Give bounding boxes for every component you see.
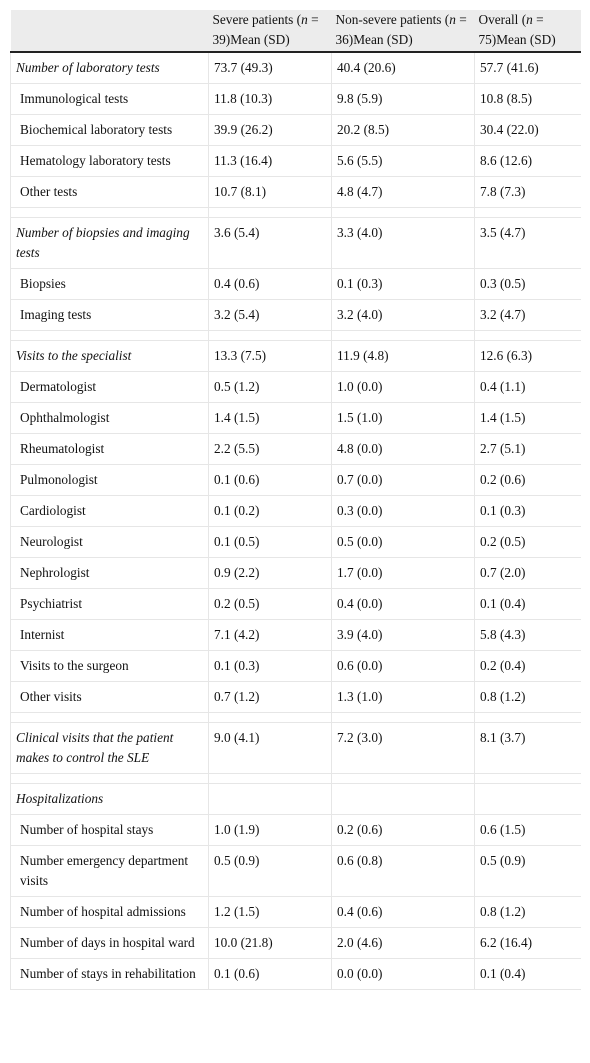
overall-value: 0.1 (0.4)	[475, 959, 581, 990]
table-body	[11, 52, 581, 990]
nonsevere-value: 3.2 (4.0)	[332, 300, 475, 331]
nonsevere-value: 40.4 (20.6)	[332, 52, 475, 84]
row-label: Visits to the surgeon	[11, 651, 209, 682]
nonsevere-value: 0.5 (0.0)	[332, 527, 475, 558]
table-row	[11, 589, 581, 620]
row-label: Number of hospital admissions	[11, 897, 209, 928]
spacer-cell	[475, 713, 581, 723]
nonsevere-value: 3.3 (4.0)	[332, 218, 475, 269]
header-empty-cell	[11, 10, 209, 52]
table-row	[11, 496, 581, 527]
overall-value: 0.4 (1.1)	[475, 372, 581, 403]
overall-value: 6.2 (16.4)	[475, 928, 581, 959]
overall-value: 0.3 (0.5)	[475, 269, 581, 300]
spacer-cell	[209, 331, 332, 341]
overall-value: 8.1 (3.7)	[475, 723, 581, 774]
nonsevere-value: 2.0 (4.6)	[332, 928, 475, 959]
header-nonsevere-n: n	[449, 12, 456, 27]
nonsevere-value: 0.4 (0.0)	[332, 589, 475, 620]
nonsevere-value: 0.2 (0.6)	[332, 815, 475, 846]
row-label: Biochemical laboratory tests	[11, 115, 209, 146]
row-label: Biopsies	[11, 269, 209, 300]
table-row	[11, 84, 581, 115]
header-overall-text-b: = 75)Mean (SD)	[478, 12, 556, 47]
header-severe-n: n	[301, 12, 308, 27]
spacer-row	[11, 774, 581, 784]
severe-value: 0.1 (0.3)	[209, 651, 332, 682]
severe-value: 1.0 (1.9)	[209, 815, 332, 846]
overall-value: 10.8 (8.5)	[475, 84, 581, 115]
table-row	[11, 403, 581, 434]
resource-use-table	[10, 10, 581, 990]
overall-value: 3.2 (4.7)	[475, 300, 581, 331]
severe-value: 0.4 (0.6)	[209, 269, 332, 300]
row-label: Internist	[11, 620, 209, 651]
severe-value: 0.1 (0.2)	[209, 496, 332, 527]
overall-value: 30.4 (22.0)	[475, 115, 581, 146]
row-label: Rheumatologist	[11, 434, 209, 465]
severe-value: 11.3 (16.4)	[209, 146, 332, 177]
row-label: Cardiologist	[11, 496, 209, 527]
severe-value: 3.6 (5.4)	[209, 218, 332, 269]
row-label: Immunological tests	[11, 84, 209, 115]
severe-value: 1.4 (1.5)	[209, 403, 332, 434]
overall-value	[475, 784, 581, 815]
section-row	[11, 52, 581, 84]
row-label: Clinical visits that the patient makes to control the SLE	[11, 723, 209, 774]
section-row	[11, 784, 581, 815]
row-label: Nephrologist	[11, 558, 209, 589]
spacer-cell	[332, 774, 475, 784]
severe-value: 0.5 (0.9)	[209, 846, 332, 897]
row-label: Number of stays in rehabilitation	[11, 959, 209, 990]
spacer-cell	[11, 774, 209, 784]
severe-value: 10.7 (8.1)	[209, 177, 332, 208]
overall-value: 3.5 (4.7)	[475, 218, 581, 269]
nonsevere-value: 3.9 (4.0)	[332, 620, 475, 651]
nonsevere-value: 5.6 (5.5)	[332, 146, 475, 177]
overall-value: 0.5 (0.9)	[475, 846, 581, 897]
spacer-cell	[332, 331, 475, 341]
nonsevere-value: 0.3 (0.0)	[332, 496, 475, 527]
nonsevere-value: 0.6 (0.8)	[332, 846, 475, 897]
nonsevere-value: 0.7 (0.0)	[332, 465, 475, 496]
row-label: Dermatologist	[11, 372, 209, 403]
table-row	[11, 558, 581, 589]
spacer-row	[11, 208, 581, 218]
overall-value: 0.7 (2.0)	[475, 558, 581, 589]
nonsevere-value: 0.1 (0.3)	[332, 269, 475, 300]
nonsevere-value: 9.8 (5.9)	[332, 84, 475, 115]
row-label: Number of laboratory tests	[11, 52, 209, 84]
header-overall-n: n	[526, 12, 533, 27]
row-label: Pulmonologist	[11, 465, 209, 496]
severe-value: 10.0 (21.8)	[209, 928, 332, 959]
section-row	[11, 218, 581, 269]
nonsevere-value: 1.7 (0.0)	[332, 558, 475, 589]
overall-value: 5.8 (4.3)	[475, 620, 581, 651]
table-row	[11, 959, 581, 990]
table-row	[11, 146, 581, 177]
header-nonsevere	[332, 10, 475, 52]
spacer-cell	[209, 208, 332, 218]
severe-value: 0.1 (0.5)	[209, 527, 332, 558]
spacer-cell	[11, 208, 209, 218]
severe-value: 0.7 (1.2)	[209, 682, 332, 713]
severe-value: 0.1 (0.6)	[209, 959, 332, 990]
table-row	[11, 269, 581, 300]
table-header	[11, 10, 581, 52]
overall-value: 57.7 (41.6)	[475, 52, 581, 84]
nonsevere-value: 4.8 (4.7)	[332, 177, 475, 208]
severe-value: 73.7 (49.3)	[209, 52, 332, 84]
overall-value: 0.2 (0.5)	[475, 527, 581, 558]
spacer-cell	[11, 713, 209, 723]
spacer-cell	[332, 208, 475, 218]
severe-value: 11.8 (10.3)	[209, 84, 332, 115]
spacer-row	[11, 713, 581, 723]
row-label: Number emergency department visits	[11, 846, 209, 897]
header-row	[11, 10, 581, 52]
header-severe-text-a: Severe patients (	[212, 12, 302, 27]
header-nonsevere-text-a: Non-severe patients (	[335, 12, 450, 27]
table-row	[11, 897, 581, 928]
severe-value: 0.9 (2.2)	[209, 558, 332, 589]
header-overall	[475, 10, 581, 52]
row-label: Other tests	[11, 177, 209, 208]
overall-value: 0.1 (0.4)	[475, 589, 581, 620]
spacer-cell	[475, 331, 581, 341]
overall-value: 0.2 (0.6)	[475, 465, 581, 496]
table-container	[10, 10, 580, 990]
header-severe-text-b: = 39)Mean (SD)	[212, 12, 319, 47]
row-label: Number of days in hospital ward	[11, 928, 209, 959]
overall-value: 1.4 (1.5)	[475, 403, 581, 434]
nonsevere-value: 0.6 (0.0)	[332, 651, 475, 682]
table-row	[11, 815, 581, 846]
overall-value: 2.7 (5.1)	[475, 434, 581, 465]
row-label: Hematology laboratory tests	[11, 146, 209, 177]
severe-value: 39.9 (26.2)	[209, 115, 332, 146]
spacer-cell	[475, 208, 581, 218]
header-nonsevere-text-b: = 36)Mean (SD)	[335, 12, 467, 47]
table-row	[11, 651, 581, 682]
severe-value: 0.5 (1.2)	[209, 372, 332, 403]
table-row	[11, 465, 581, 496]
overall-value: 0.1 (0.3)	[475, 496, 581, 527]
severe-value: 7.1 (4.2)	[209, 620, 332, 651]
severe-value: 3.2 (5.4)	[209, 300, 332, 331]
nonsevere-value: 0.4 (0.6)	[332, 897, 475, 928]
overall-value: 0.8 (1.2)	[475, 897, 581, 928]
overall-value: 0.6 (1.5)	[475, 815, 581, 846]
table-row	[11, 928, 581, 959]
header-overall-text-a: Overall (	[478, 12, 527, 27]
overall-value: 0.8 (1.2)	[475, 682, 581, 713]
nonsevere-value: 4.8 (0.0)	[332, 434, 475, 465]
nonsevere-value: 20.2 (8.5)	[332, 115, 475, 146]
table-row	[11, 300, 581, 331]
table-row	[11, 115, 581, 146]
spacer-row	[11, 331, 581, 341]
spacer-cell	[209, 774, 332, 784]
table-row	[11, 434, 581, 465]
row-label: Other visits	[11, 682, 209, 713]
row-label: Number of biopsies and imaging tests	[11, 218, 209, 269]
severe-value	[209, 784, 332, 815]
spacer-cell	[209, 713, 332, 723]
row-label: Number of hospital stays	[11, 815, 209, 846]
nonsevere-value	[332, 784, 475, 815]
nonsevere-value: 1.0 (0.0)	[332, 372, 475, 403]
nonsevere-value: 1.5 (1.0)	[332, 403, 475, 434]
overall-value: 0.2 (0.4)	[475, 651, 581, 682]
overall-value: 7.8 (7.3)	[475, 177, 581, 208]
spacer-cell	[332, 713, 475, 723]
severe-value: 13.3 (7.5)	[209, 341, 332, 372]
row-label: Visits to the specialist	[11, 341, 209, 372]
severe-value: 0.2 (0.5)	[209, 589, 332, 620]
nonsevere-value: 0.0 (0.0)	[332, 959, 475, 990]
table-row	[11, 682, 581, 713]
table-row	[11, 177, 581, 208]
row-label: Neurologist	[11, 527, 209, 558]
row-label: Ophthalmologist	[11, 403, 209, 434]
header-severe	[209, 10, 332, 52]
table-row	[11, 620, 581, 651]
row-label: Psychiatrist	[11, 589, 209, 620]
spacer-cell	[11, 331, 209, 341]
row-label: Hospitalizations	[11, 784, 209, 815]
overall-value: 12.6 (6.3)	[475, 341, 581, 372]
row-label: Imaging tests	[11, 300, 209, 331]
severe-value: 1.2 (1.5)	[209, 897, 332, 928]
nonsevere-value: 1.3 (1.0)	[332, 682, 475, 713]
table-row	[11, 846, 581, 897]
section-row	[11, 341, 581, 372]
nonsevere-value: 11.9 (4.8)	[332, 341, 475, 372]
severe-value: 2.2 (5.5)	[209, 434, 332, 465]
severe-value: 9.0 (4.1)	[209, 723, 332, 774]
nonsevere-value: 7.2 (3.0)	[332, 723, 475, 774]
severe-value: 0.1 (0.6)	[209, 465, 332, 496]
table-row	[11, 527, 581, 558]
table-row	[11, 372, 581, 403]
section-row	[11, 723, 581, 774]
overall-value: 8.6 (12.6)	[475, 146, 581, 177]
spacer-cell	[475, 774, 581, 784]
